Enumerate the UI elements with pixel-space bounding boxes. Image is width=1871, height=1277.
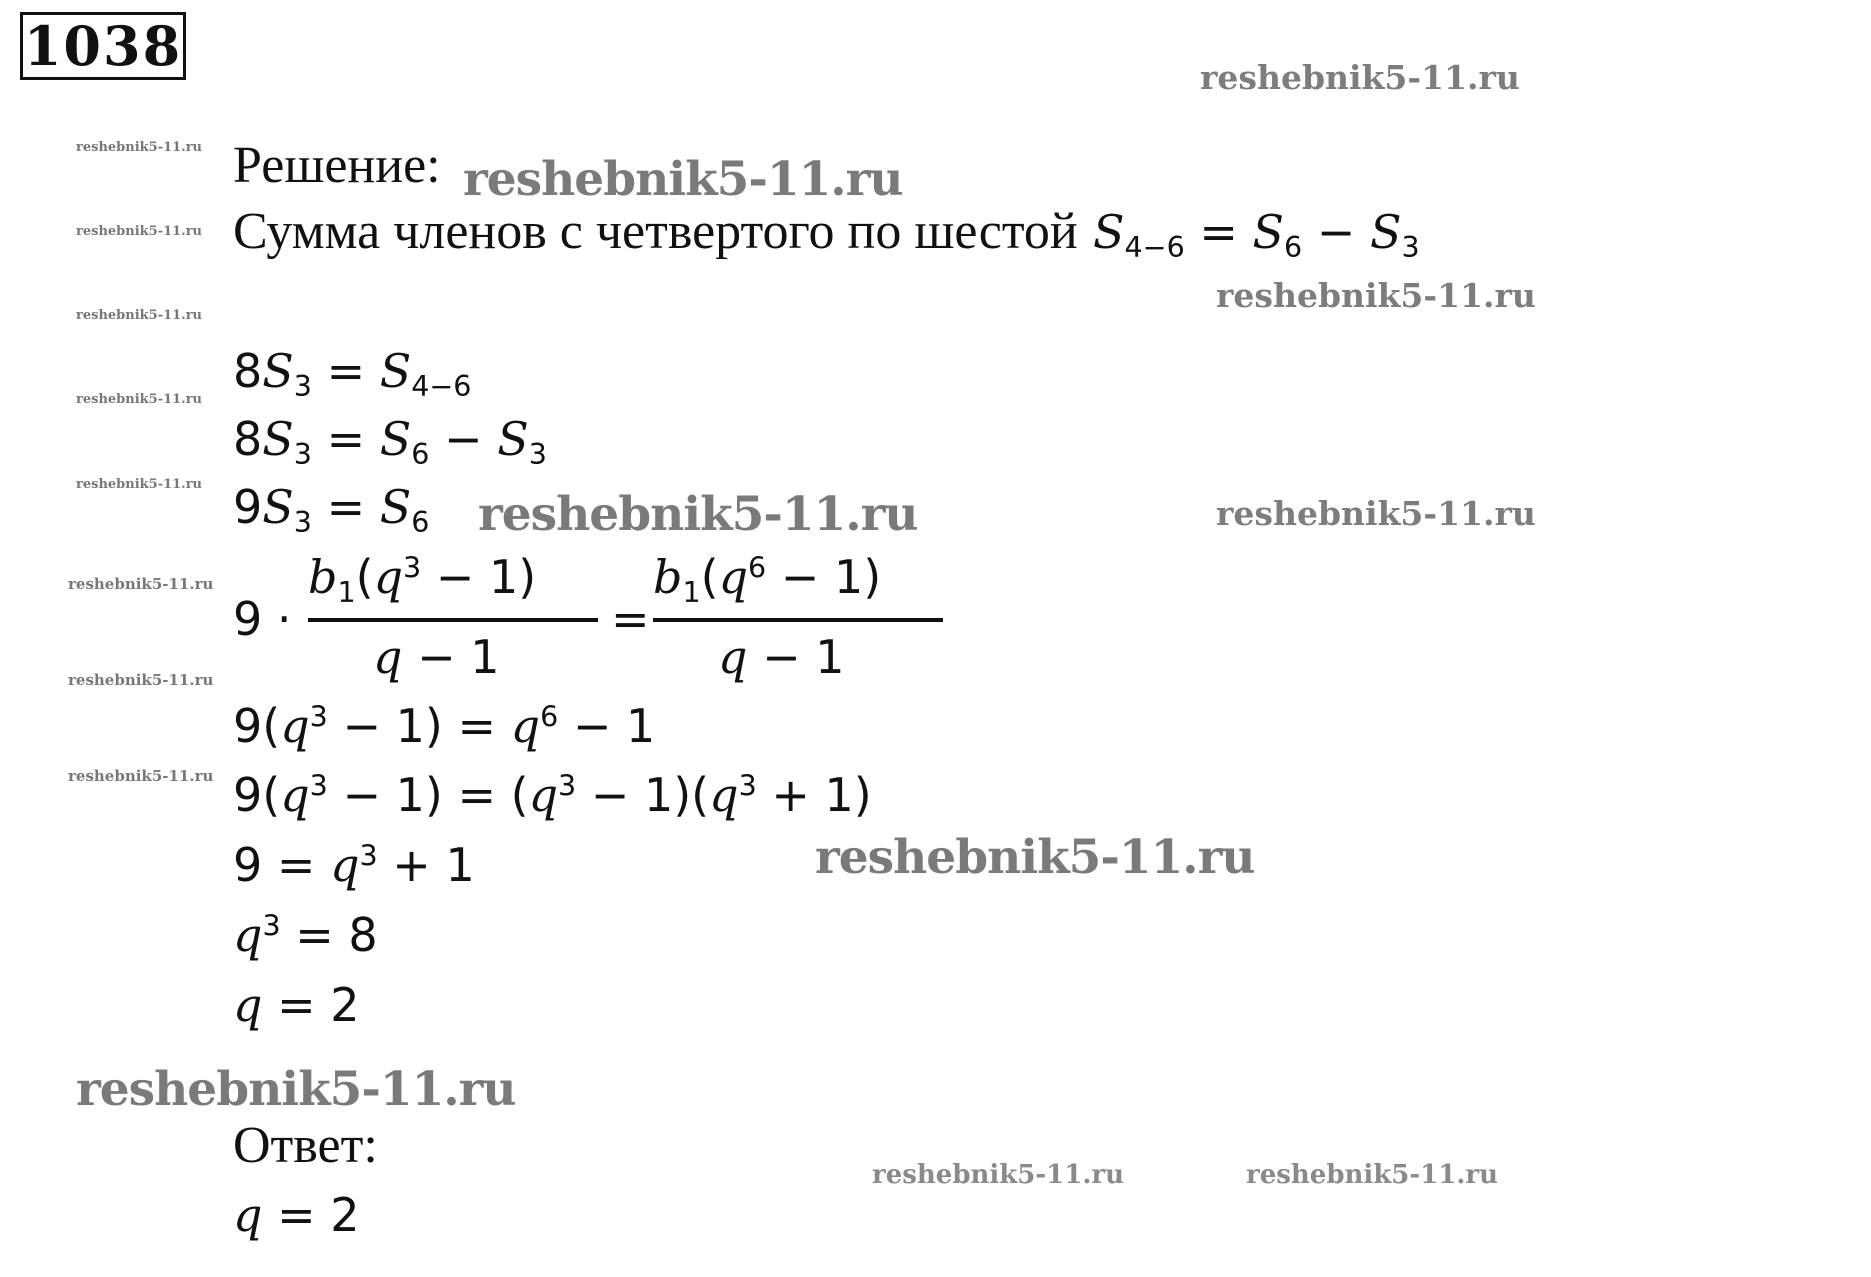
- fraction-bar: [653, 618, 943, 622]
- watermark: reshebnik5-11.ru: [76, 1062, 516, 1117]
- solution-label: Решение:: [233, 137, 441, 194]
- equation-line: $8S_3 = S_{4-6}$: [233, 344, 472, 404]
- equation-line: q = 2: [233, 978, 360, 1032]
- watermark: reshebnik5-11.ru: [76, 392, 203, 407]
- watermark: reshebnik5-11.ru: [463, 152, 903, 207]
- watermark: reshebnik5-11.ru: [68, 767, 214, 785]
- sum-intro-text: Сумма членов с четвертого по шестой: [233, 203, 1078, 260]
- fraction-numerator: $b_1(q^6 - 1)$: [653, 550, 882, 610]
- watermark: reshebnik5-11.ru: [76, 224, 203, 239]
- equation-line: $9 = q^3 + 1$: [233, 838, 475, 892]
- sum-intro-formula: $S_{4-6} = S_6 - S_3$: [1093, 205, 1420, 265]
- sum-intro-line: [233, 203, 1420, 265]
- equation-line: $9(q^3 - 1) = q^6 - 1$: [233, 699, 656, 753]
- equals-sign: =: [611, 592, 650, 646]
- equation-line: $9S_3 = S_6$: [233, 480, 430, 540]
- watermark: reshebnik5-11.ru: [478, 487, 918, 542]
- watermark: reshebnik5-11.ru: [1246, 1160, 1499, 1190]
- equation-line: $9(q^3 - 1) = (q^3 - 1)(q^3 + 1)$: [233, 768, 872, 822]
- fraction-numerator: $b_1(q^3 - 1)$: [308, 550, 537, 610]
- watermark: reshebnik5-11.ru: [68, 671, 214, 689]
- watermark: reshebnik5-11.ru: [1200, 58, 1520, 97]
- equation-line: $q^3 = 8$: [233, 908, 378, 962]
- fraction-denominator: q − 1: [718, 630, 845, 684]
- watermark: reshebnik5-11.ru: [1216, 276, 1536, 315]
- watermark: reshebnik5-11.ru: [872, 1160, 1125, 1190]
- fraction-denominator: q − 1: [373, 630, 500, 684]
- answer-value: q = 2: [233, 1188, 360, 1242]
- watermark: reshebnik5-11.ru: [68, 575, 214, 593]
- equation-coefficient: 9 ·: [233, 592, 292, 646]
- watermark: reshebnik5-11.ru: [76, 477, 203, 492]
- watermark: reshebnik5-11.ru: [76, 140, 203, 155]
- watermark: reshebnik5-11.ru: [76, 308, 203, 323]
- watermark: reshebnik5-11.ru: [815, 830, 1255, 885]
- watermark: reshebnik5-11.ru: [1216, 494, 1536, 533]
- equation-line: $8S_3 = S_6 - S_3$: [233, 412, 547, 472]
- answer-label: Ответ:: [233, 1117, 378, 1174]
- problem-number: 1038: [20, 12, 186, 80]
- fraction-bar: [308, 618, 598, 622]
